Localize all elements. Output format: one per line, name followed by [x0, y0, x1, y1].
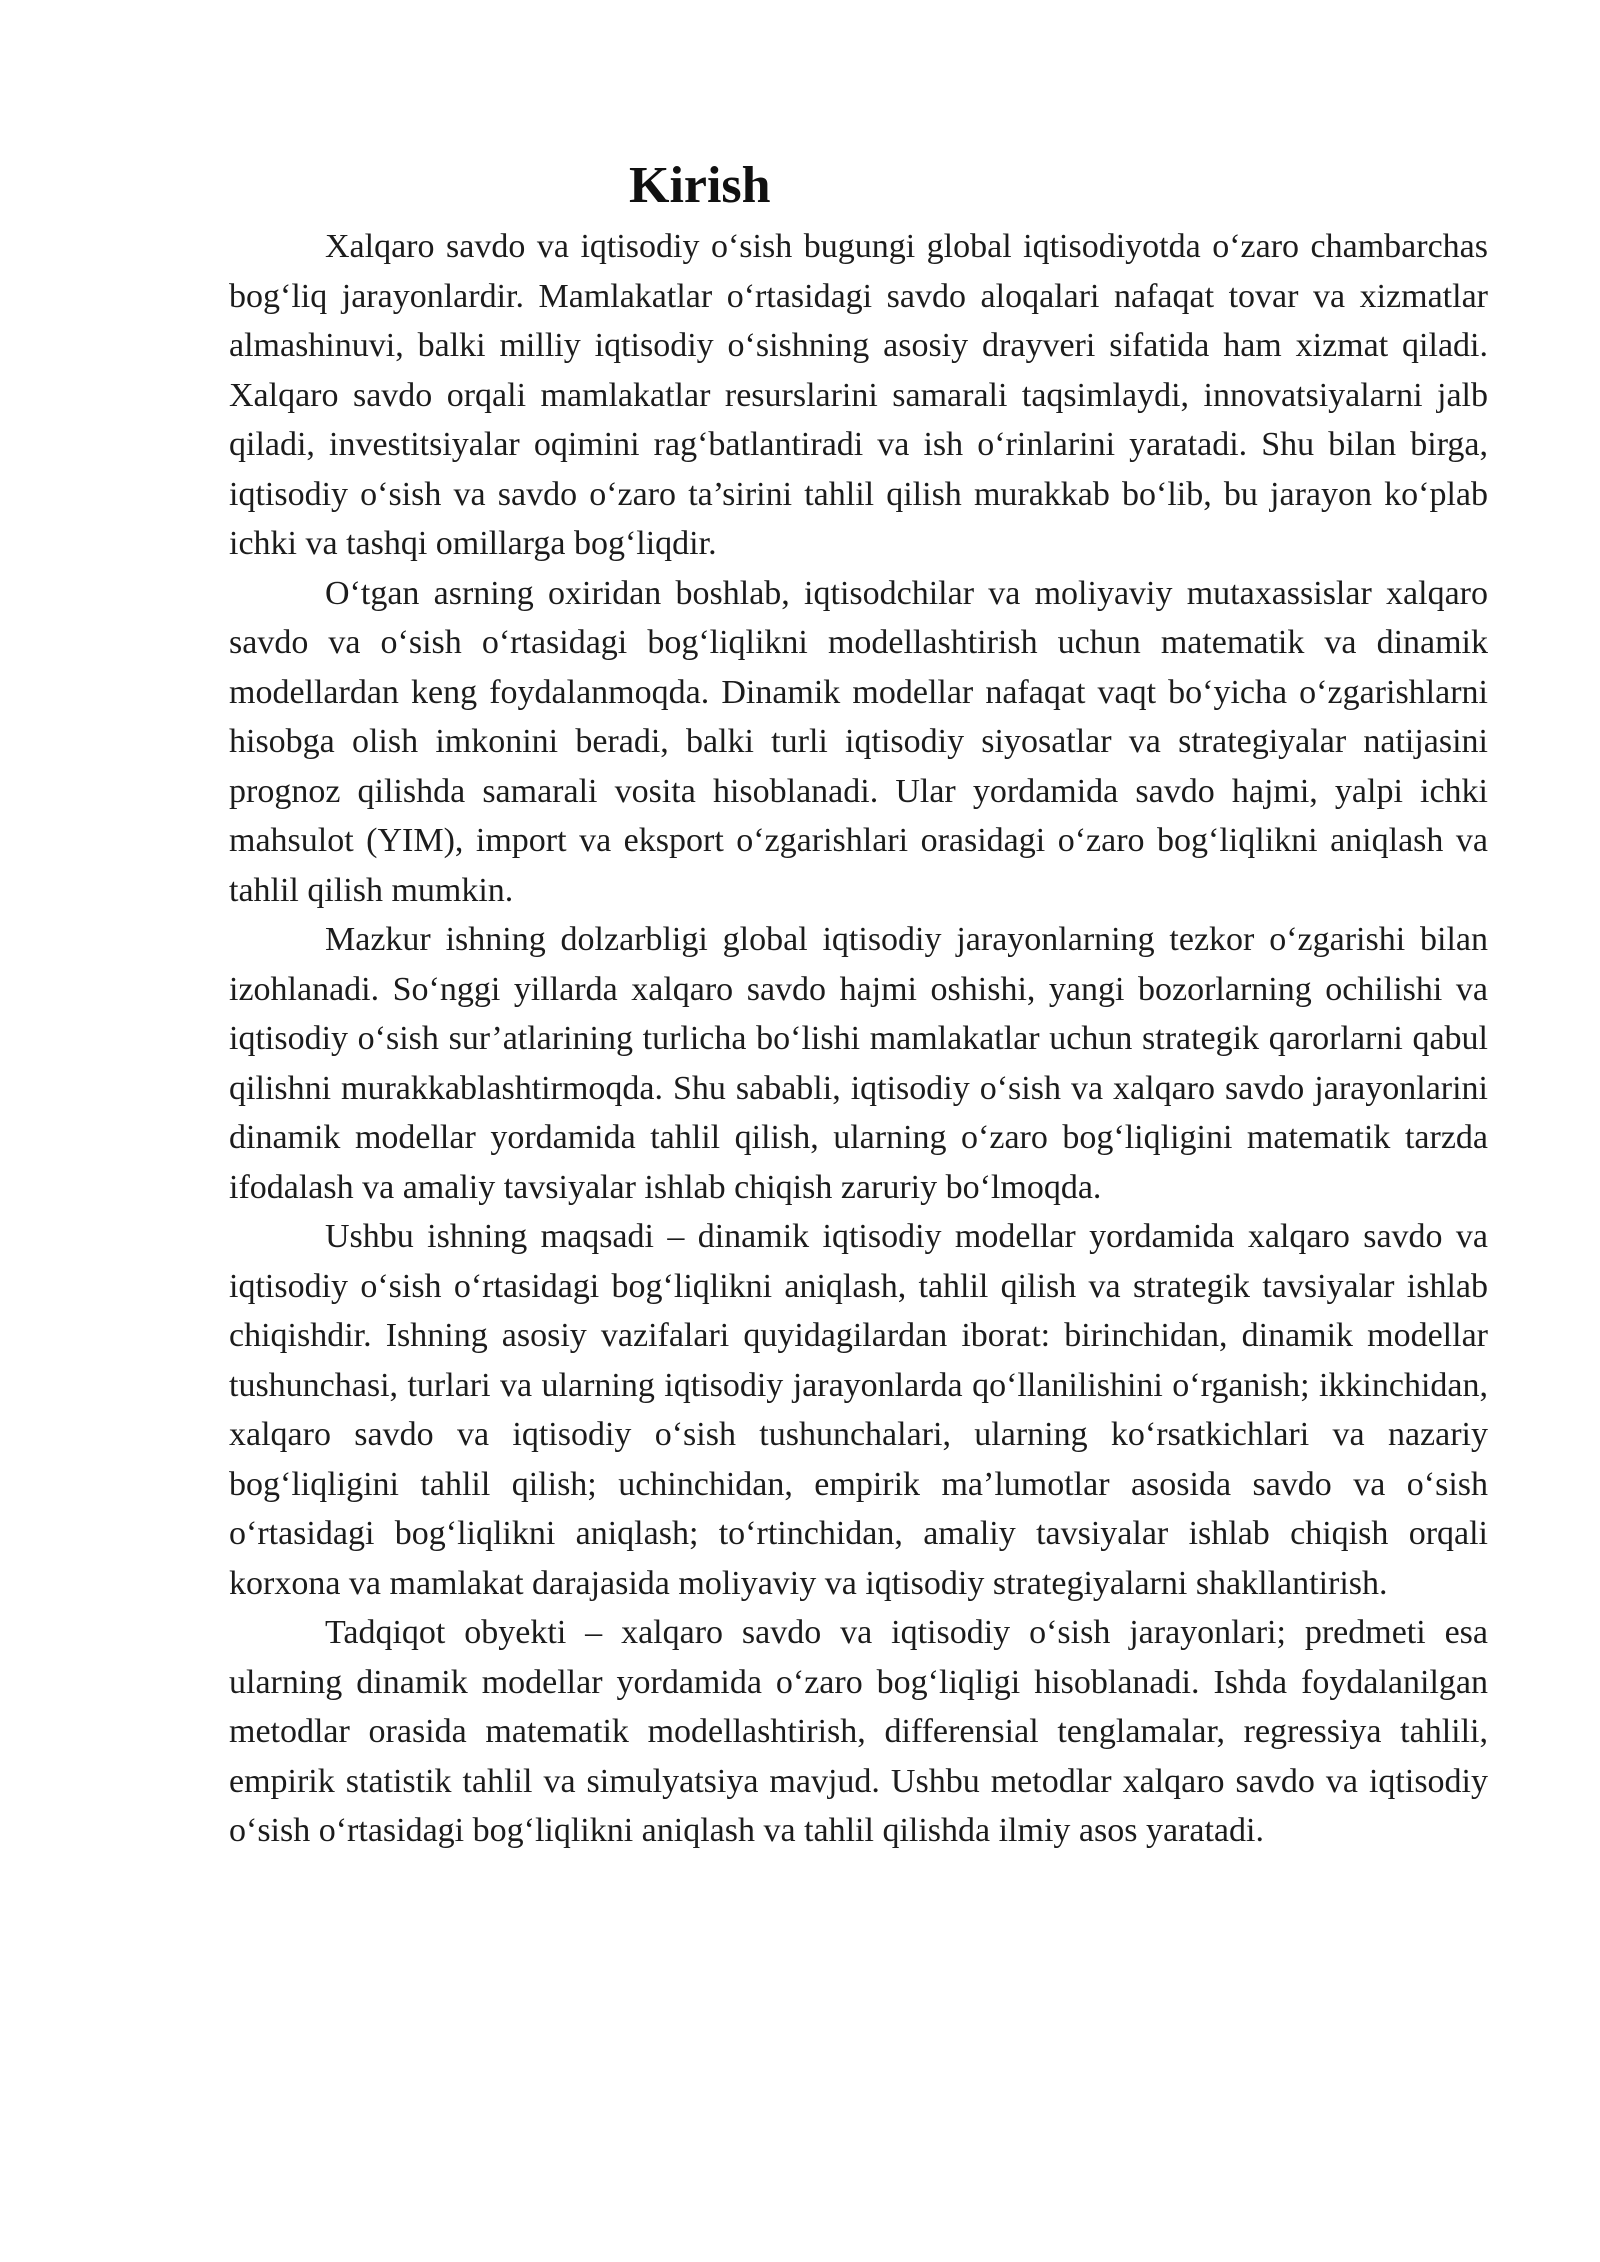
paragraph-goals-tasks: Ushbu ishning maqsadi – dinamik iqtisodiy modellar yordamida xalqaro savdo va iqtisodiy o‘sish o‘rtasidagi bog‘liqlikni aniqlash, tahlil qilish va strategik tavsiyalar ishlab chiqishdir. Ishning asosiy vazifalari quyidagilardan iborat: birinchidan, dinamik modellar tushunchasi, turlari va ularning iqtisodiy jarayonlarda qo‘llanilishini o‘rganish; ikkinchidan, xalqaro savdo va iqtisodiy o‘sish tushunchalari, ularning ko‘rsatkichlari va nazariy bog‘liqligini tahlil qilish; uchinchidan, empirik ma’lumotlar asosida savdo va o‘sish o‘rtasidagi bog‘liqlikni aniqlash; to‘rtinchidan, amaliy tavsiyalar ishlab chiqish orqali korxona va mamlakat darajasida moliyaviy va iqtisodiy strategiyalarni shakllantirish.	[229, 1218, 1488, 1602]
paragraph-introduction: Xalqaro savdo va iqtisodiy o‘sish bugungi global iqtisodiyotda o‘zaro chambarchas bog‘liq jarayonlardir. Mamlakatlar o‘rtasidagi savdo aloqalari nafaqat tovar va xizmatlar almashinuvi, balki milliy iqtisodiy o‘sishning asosiy drayveri sifatida ham xizmat qiladi. Xalqaro savdo orqali mamlakatlar resurslarini samarali taqsimlaydi, innovatsiyalarni jalb qiladi, investitsiyalar oqimini rag‘batlantiradi va ish o‘rinlarini yaratadi. Shu bilan birga, iqtisodiy o‘sish va savdo o‘zaro ta’sirini tahlil qilish murakkab bo‘lib, bu jarayon ko‘plab ichki va tashqi omillarga bog‘liqdir.	[229, 228, 1488, 562]
document-body	[229, 150, 1488, 1856]
paragraph-dynamic-models: O‘tgan asrning oxiridan boshlab, iqtisodchilar va moliyaviy mutaxassislar xalqaro savdo va o‘sish o‘rtasidagi bog‘liqlikni modellashtirish uchun matematik va dinamik modellardan keng foydalanmoqda. Dinamik modellar nafaqat vaqt bo‘yicha o‘zgarishlarni hisobga olish imkonini beradi, balki turli iqtisodiy siyosatlar va strategiyalar natijasini prognoz qilishda samarali vosita hisoblanadi. Ular yordamida savdo hajmi, yalpi ichki mahsulot (YIM), import va eksport o‘zgarishlari orasidagi o‘zaro bog‘liqlikni aniqlash va tahlil qilish mumkin.	[229, 574, 1488, 909]
paragraph-relevance: Mazkur ishning dolzarbligi global iqtisodiy jarayonlarning tezkor o‘zgarishi bilan izohlanadi. So‘nggi yillarda xalqaro savdo hajmi oshishi, yangi bozorlarning ochilishi va iqtisodiy o‘sish sur’atlarining turlicha bo‘lishi mamlakatlar uchun strategik qarorlarni qabul qilishni murakkablashtirmoqda. Shu sababli, iqtisodiy o‘sish va xalqaro savdo jarayonlarini dinamik modellar yordamida tahlil qilish, ularning o‘zaro bog‘liqligini matematik tarzda ifodalash va amaliy tavsiyalar ishlab chiqish zaruriy bo‘lmoqda.	[229, 921, 1488, 1206]
page-title: Kirish	[629, 157, 771, 214]
paragraph-object-methods: Tadqiqot obyekti – xalqaro savdo va iqtisodiy o‘sish jarayonlari; predmeti esa ularning dinamik modellar yordamida o‘zaro bog‘liqligi hisoblanadi. Ishda foydalanilgan metodlar orasida matematik modellashtirish, differensial tenglamalar, regressiya tahlili, empirik statistik tahlil va simulyatsiya mavjud. Ushbu metodlar xalqaro savdo va iqtisodiy o‘sish o‘rtasidagi bog‘liqlikni aniqlash va tahlil qilishda ilmiy asos yaratadi.	[229, 1614, 1488, 1849]
